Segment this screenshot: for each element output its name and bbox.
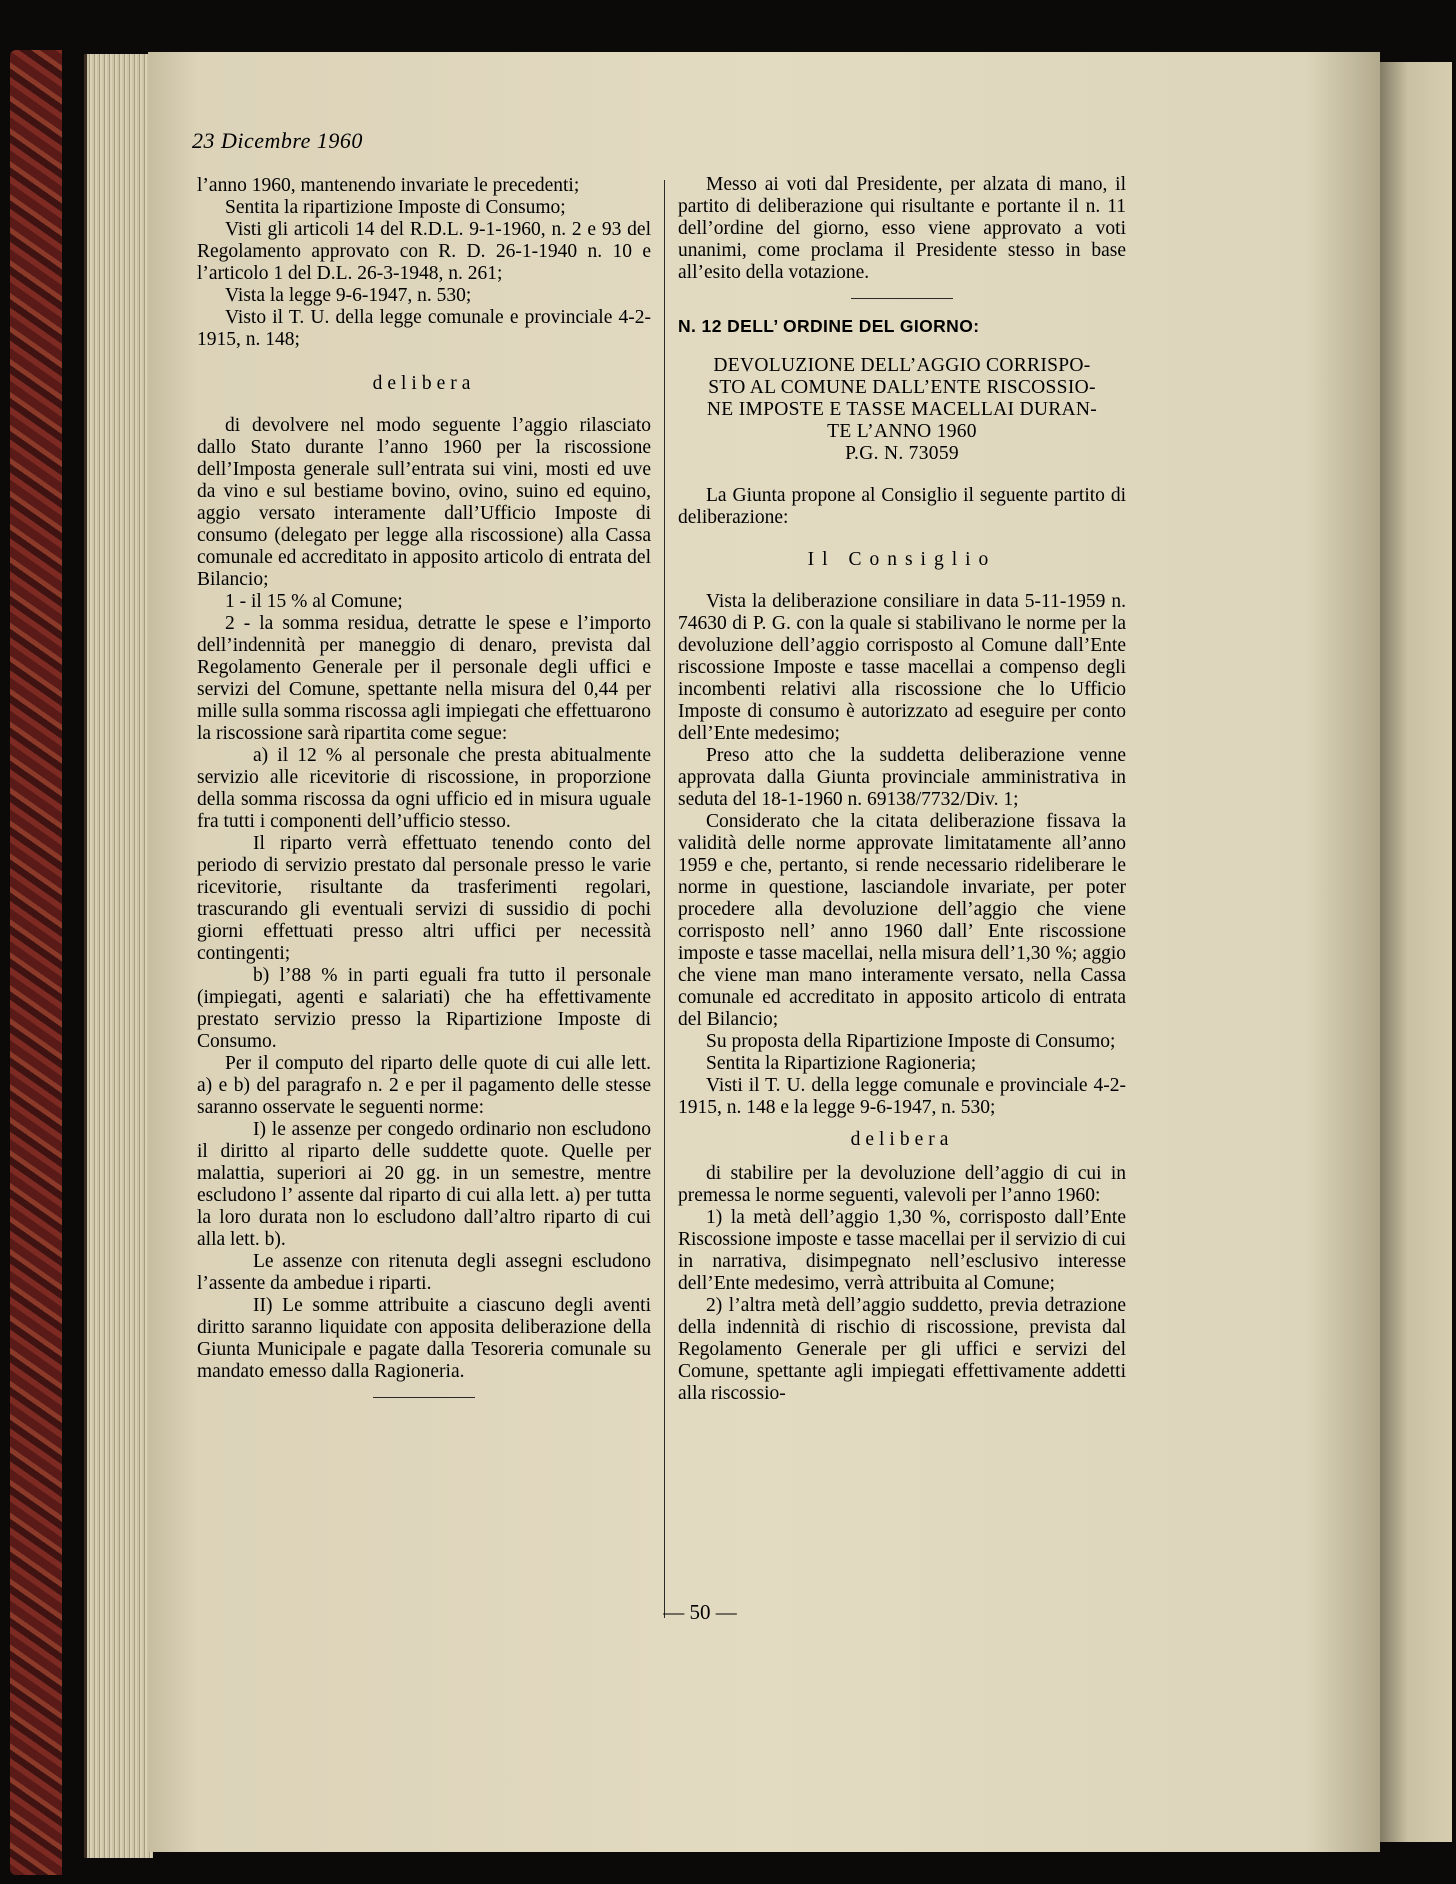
column-divider xyxy=(664,180,665,1618)
title-line: P.G. N. 73059 xyxy=(845,443,959,464)
paragraph: Su proposta della Ripartizione Imposte di Consumo; xyxy=(706,1031,1116,1052)
paragraph: Messo ai voti dal Presidente, per alzata di mano, il partito di deliberazione qui risultante e portante il n. 11 dell’ordine del giorno, esso viene approvato a voti unanimi, come proclama il Presidente stesso in base all’esito della votazione. xyxy=(678,174,1126,283)
paragraph: di stabilire per la devoluzione dell’aggio di cui in premessa le norme seguenti, valevoli per l’anno 1960: xyxy=(678,1163,1126,1206)
paragraph: Visti il T. U. della legge comunale e provinciale 4-2-1915, n. 148 e la legge 9-6-1947, n. 530; xyxy=(678,1075,1126,1118)
paragraph: Visti gli articoli 14 del R.D.L. 9-1-1960, n. 2 e 93 del Regolamento approvato con R. D. 26-1-1940 n. 10 e l’articolo 1 del D.L. 26-3-1948, n. 261; xyxy=(197,219,651,284)
right-column xyxy=(678,174,1126,1405)
page-edges xyxy=(84,54,153,1858)
paragraph: Vista la deliberazione consiliare in data 5-11-1959 n. 74630 di P. G. con la quale si stabilivano le norme per la devoluzione dell’aggio corrisposto al Comune dall’Ente riscossione Imposte e tasse macellai a compenso degli incombenti relativi alla riscossione che lo Ufficio Imposte di consumo è autorizzato ad eseguire per conto dell’Ente medesimo; xyxy=(678,591,1126,744)
title-line: TE L’ANNO 1960 xyxy=(827,421,977,442)
agenda-title xyxy=(678,355,1126,465)
section-heading: N. 12 DELL’ ORDINE DEL GIORNO: xyxy=(678,316,980,336)
book-binding xyxy=(10,50,62,1875)
paragraph: Per il computo del riparto delle quote di cui alle lett. a) e b) del paragrafo n. 2 e per il pagamento delle stesse saranno osservate le seguenti norme: xyxy=(197,1053,651,1118)
list-item: 1 - il 15 % al Comune; xyxy=(225,591,403,612)
paragraph: Visto il T. U. della legge comunale e provinciale 4-2-1915, n. 148; xyxy=(197,307,651,350)
list-item: b) l’88 % in parti eguali fra tutto il personale (impiegati, agenti e salariati) che ha effettivamente prestato servizio presso la Ripartizione Imposte di Consumo. xyxy=(197,965,651,1052)
left-column xyxy=(197,175,651,1414)
paragraph: Considerato che la citata deliberazione fissava la validità delle norme approvate limitatamente all’anno 1959 e che, pertanto, si rende necessario rideliberare le norme in questione, lasciandole invariate, per poter procedere alla devoluzione dell’aggio che viene corrisposto nell’ anno 1960 dall’ Ente riscossione imposte e tasse macellai, nella misura dell’1,30 %; aggio che viene man mano interamente versato, nella Cassa comunale ed accreditato in apposito articolo di entrata del Bilancio; xyxy=(678,811,1126,1030)
title-line: NE IMPOSTE E TASSE MACELLAI DURAN- xyxy=(706,399,1098,420)
list-item: a) il 12 % al personale che presta abitualmente servizio alle ricevitorie di riscossione, in proporzione della somma riscossa da ogni ufficio ed in misura uguale fra tutti i componenti dell’ufficio stesso. xyxy=(197,745,651,832)
delibera-heading: delibera xyxy=(372,373,476,394)
paragraph: La Giunta propone al Consiglio il seguente partito di deliberazione: xyxy=(678,485,1126,528)
council-heading: Il Consiglio xyxy=(807,549,997,570)
section-rule xyxy=(851,298,953,299)
paragraph: l’anno 1960, mantenendo invariate le precedenti; xyxy=(197,175,580,196)
paragraph: Sentita la ripartizione Imposte di Consumo; xyxy=(225,197,566,218)
list-item: 1) la metà dell’aggio 1,30 %, corrisposto dall’Ente Riscossione imposte e tasse macellai per il servizio di cui in narrativa, disimpegnato nell’esclusivo interesse dell’Ente medesimo, verrà attribuita al Comune; xyxy=(678,1207,1126,1294)
paragraph: Sentita la Ripartizione Ragioneria; xyxy=(706,1053,977,1074)
section-rule xyxy=(373,1397,475,1398)
page-number: — 50 — xyxy=(663,1600,737,1624)
list-item: 2) l’altra metà dell’aggio suddetto, previa detrazione della indennità di rischio di riscossione, prevista dal Regolamento Generale per gli uffici e servizi del Comune, spettante agli impiegati effettivamente addetti alla riscossio- xyxy=(678,1295,1126,1404)
page-header-date: 23 Dicembre 1960 xyxy=(192,128,363,153)
list-item: I) le assenze per congedo ordinario non escludono il diritto al riparto delle suddette quote. Quelle per malattia, superiori ai 20 gg. in un semestre, mentre escludono l’ assente dal riparto di cui alla lett. a) per tutta la loro durata non lo escludono dall’altro riparto di cui alla lett. b). xyxy=(197,1119,651,1250)
paragraph: di devolvere nel modo seguente l’aggio rilasciato dallo Stato durante l’anno 1960 per la riscossione dell’Imposta generale sull’entrata sui vini, mosti ed uve da vino e sul bestiame bovino, ovino, suino ed equino, aggio versato interamente dall’Ufficio Imposte di consumo (delegato per legge alla riscossione) alla Cassa comunale ed accreditato in apposito articolo di entrata del Bilancio; xyxy=(197,415,651,590)
list-item: 2 - la somma residua, detratte le spese e l’importo dell’indennità per maneggio di denaro, prevista dal Regolamento Generale per il personale degli uffici e servizi del Comune, spettante nella misura del 0,44 per mille sulla somma riscossa agli impiegati che effettuarono la riscossione sarà ripartita come segue: xyxy=(197,613,651,744)
paragraph: Vista la legge 9-6-1947, n. 530; xyxy=(225,285,472,306)
facing-page-edge xyxy=(1378,62,1452,1842)
paragraph: Le assenze con ritenuta degli assegni escludono l’assente da ambedue i riparti. xyxy=(197,1251,651,1294)
paragraph: Preso atto che la suddetta deliberazione venne approvata dalla Giunta provinciale amministrativa in seduta del 18-1-1960 n. 69138/7732/Div. 1; xyxy=(678,745,1126,810)
list-item: II) Le somme attribuite a ciascuno degli aventi diritto saranno liquidate con apposita deliberazione della Giunta Municipale e pagate dalla Tesoreria comunale su mandato emesso dalla Ragioneria. xyxy=(197,1295,651,1382)
title-line: STO AL COMUNE DALL’ENTE RISCOSSIO- xyxy=(708,377,1096,398)
title-line: DEVOLUZIONE DELL’AGGIO CORRISPO- xyxy=(713,355,1091,376)
paragraph: Il riparto verrà effettuato tenendo conto del periodo di servizio prestato dal personale presso le varie ricevitorie, risultante da trasferimenti regolari, trascurando gli eventuali servizi di sussidio di pochi giorni effettuati presso altri uffici per necessità contingenti; xyxy=(197,833,651,964)
delibera-heading: delibera xyxy=(850,1129,954,1150)
